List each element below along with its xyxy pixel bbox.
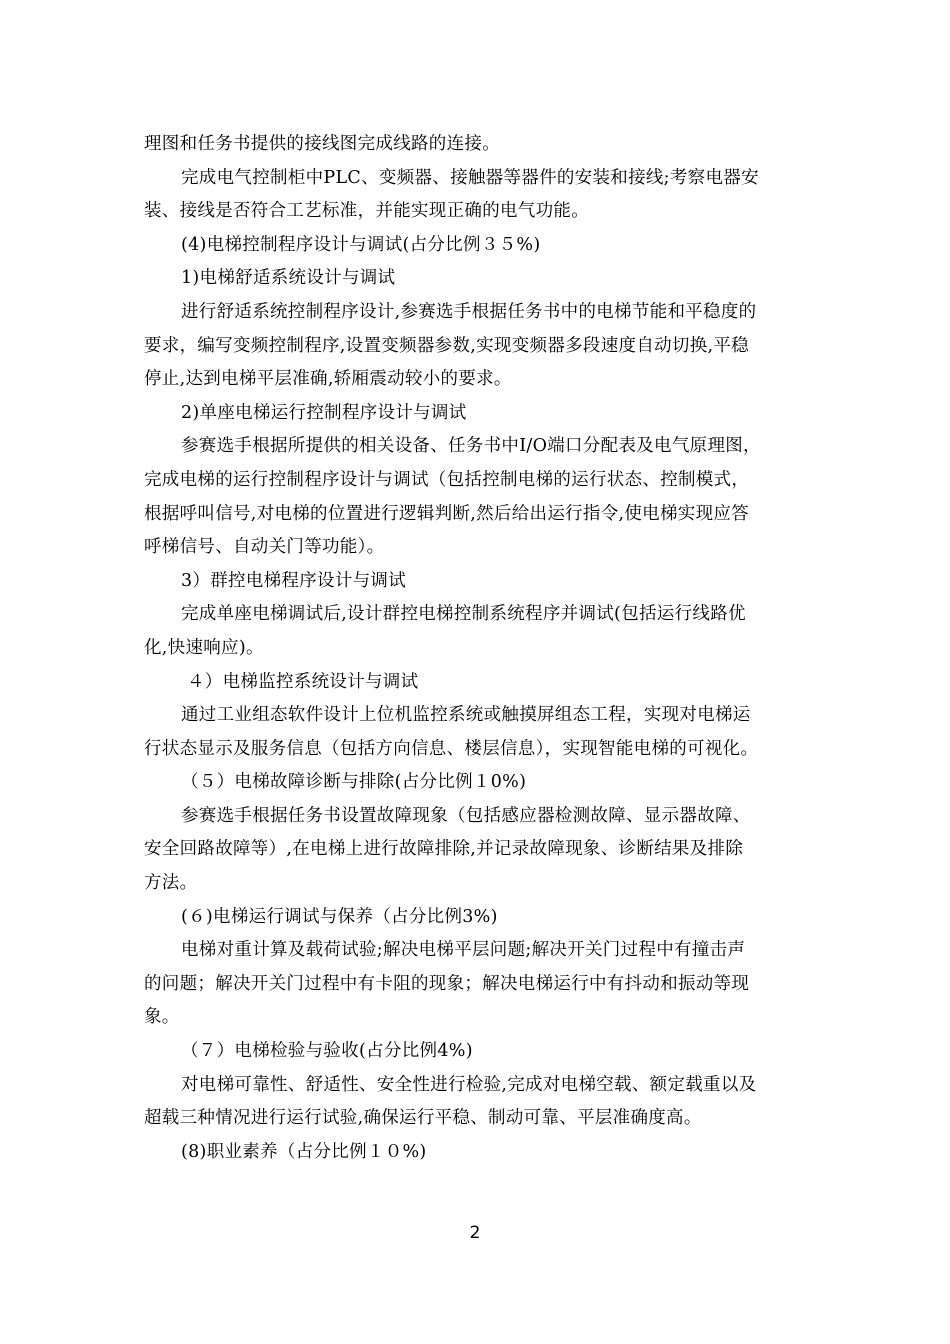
page-number: 2: [469, 1223, 481, 1243]
text-line: 电梯对重计算及载荷试验;解决电梯平层问题;解决开关门过程中有撞击声: [181, 940, 746, 961]
text-line: 行状态显示及服务信息（包括方向信息、楼层信息），实现智能电梯的可视化。: [144, 738, 759, 759]
text-line: 象。: [144, 1007, 180, 1028]
text-line: 安全回路故障等）,在电梯上进行故障排除,并记录故障现象、诊断结果及排除: [144, 839, 744, 860]
text-line: 参赛选手根据任务书设置故障现象（包括感应器检测故障、显示器故障、: [181, 805, 751, 826]
text-line: （７）电梯检验与验收(占分比例4%): [181, 1041, 473, 1062]
text-line: 完成电梯的运行控制程序设计与调试（包括控制电梯的运行状态、控制模式，: [144, 469, 750, 490]
text-line: 停止,达到电梯平层准确,轿厢震动较小的要求。: [144, 369, 512, 390]
text-line: （５）电梯故障诊断与排除(占分比例１0%): [181, 772, 527, 793]
text-line: 根据呼叫信号,对电梯的位置进行逻辑判断,然后给出运行指令,使电梯实现应答: [144, 503, 749, 524]
text-line: 要求，编写变频控制程序,设置变频器参数,实现变频器多段速度自动切换,平稳: [144, 335, 749, 356]
text-line: 的问题；解决开关门过程中有卡阻的现象；解决电梯运行中有抖动和振动等现: [144, 973, 750, 994]
text-line: 2)单座电梯运行控制程序设计与调试: [181, 402, 467, 423]
text-line: 对电梯可靠性、舒适性、安全性进行检验,完成对电梯空载、额定载重以及: [181, 1074, 757, 1095]
text-line: 化,快速响应)。: [144, 637, 264, 658]
text-line: 呼梯信号、自动关门等功能）。: [144, 537, 385, 558]
text-line: 方法。: [144, 873, 198, 894]
text-line: (8)职业素养（占分比例１０%): [181, 1141, 427, 1162]
text-line: (4)电梯控制程序设计与调试(占分比例３５%): [181, 234, 541, 255]
text-line: 完成电气控制柜中PLC、变频器、接触器等器件的安装和接线;考察电器安: [181, 167, 759, 188]
text-line: 进行舒适系统控制程序设计,参赛选手根据任务书中的电梯节能和平稳度的: [181, 301, 757, 322]
text-line: 3）群控电梯程序设计与调试: [181, 570, 407, 591]
text-line: 超载三种情况进行运行试验,确保运行平稳、制动可靠、平层准确度高。: [144, 1108, 702, 1129]
text-line: 理图和任务书提供的接线图完成线路的连接。: [144, 134, 500, 154]
text-line: ４）电梯监控系统设计与调试: [187, 671, 419, 692]
text-line: 装、接线是否符合工艺标准，并能实现正确的电气功能。: [144, 201, 589, 222]
text-line: 1)电梯舒适系统设计与调试: [181, 268, 396, 289]
text-line: 参赛选手根据所提供的相关设备、任务书中I/O端口分配表及电气原理图，: [181, 436, 761, 457]
text-line: (６)电梯运行调试与保养（占分比例3%): [181, 906, 498, 927]
document-body: [144, 128, 810, 1169]
text-line: 完成单座电梯调试后,设计群控电梯控制系统程序并调试(包括运行线路优: [181, 604, 746, 625]
text-line: 通过工业组态软件设计上位机监控系统或触摸屏组态工程，实现对电梯运: [181, 705, 751, 726]
